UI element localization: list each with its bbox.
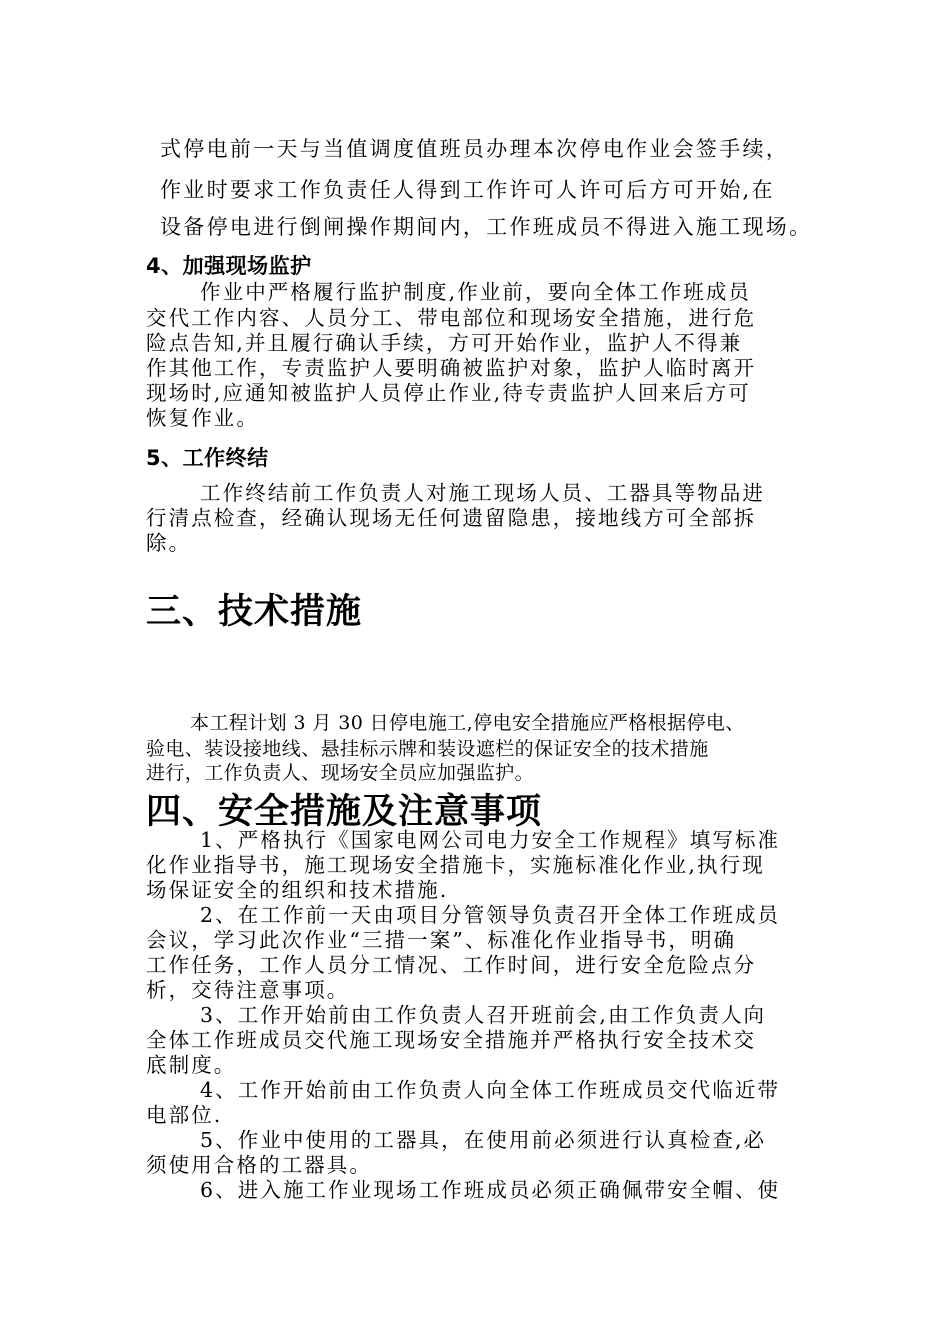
section-4-line: 作其他工作，专责监护人要明确被监护对象，监护人临时离开: [146, 356, 757, 380]
safety-measures-heading: 四、安全措施及注意事项: [146, 791, 543, 832]
safety-measures-line: 5、作业中使用的工器具，在使用前必须进行认真检查,必: [200, 1128, 767, 1152]
technical-measures-heading: 三、技术措施: [146, 591, 363, 632]
section-4-line: 作业中严格履行监护制度,作业前，要向全体工作班成员: [200, 280, 752, 304]
section-4-line: 险点告知,并且履行确认手续，方可开始作业，监护人不得兼: [146, 331, 743, 355]
section-5-line: 除。: [146, 531, 192, 555]
safety-measures-line: 会议，学习此次作业“三措一案”、标准化作业指导书，明确: [146, 928, 737, 952]
technical-measures-line: 进行，工作负责人、现场安全员应加强监护。: [146, 762, 535, 784]
technical-measures-line: 本工程计划 3 月 30 日停电施工,停电安全措施应严格根据停电、: [190, 712, 745, 734]
section-4-heading: 4、加强现场监护: [146, 254, 312, 278]
intro-line: 设备停电进行倒闸操作期间内，工作班成员不得进入施工现场。: [160, 215, 813, 239]
safety-measures-line: 6、进入施工作业现场工作班成员必须正确佩带安全帽、使: [200, 1178, 781, 1202]
safety-measures-line: 析，交待注意事项。: [146, 978, 350, 1002]
section-4-line: 交代工作内容、人员分工、带电部位和现场安全措施，进行危: [146, 306, 757, 330]
safety-measures-line: 4、工作开始前由工作负责人向全体工作班成员交代临近带: [200, 1078, 781, 1102]
safety-measures-line: 1、严格执行《国家电网公司电力安全工作规程》填写标准: [200, 828, 781, 852]
safety-measures-line: 3、工作开始前由工作负责人召开班前会,由工作负责人向: [200, 1003, 767, 1027]
technical-measures-line: 验电、装设接地线、悬挂标示牌和装设遮栏的保证安全的技术措施: [146, 738, 709, 760]
intro-line: 作业时要求工作负责任人得到工作许可人许可后方可开始,在: [160, 178, 775, 202]
safety-measures-line: 化作业指导书，施工现场安全措施卡，实施标准化作业,执行现: [146, 853, 765, 877]
section-5-heading: 5、工作终结: [146, 446, 269, 470]
section-5-line: 工作终结前工作负责人对施工现场人员、工器具等物品进: [200, 481, 765, 505]
safety-measures-line: 工作任务，工作人员分工情况、工作时间，进行安全危险点分: [146, 953, 757, 977]
section-4-line: 现场时,应通知被监护人员停止作业,待专责监护人回来后方可: [146, 381, 751, 405]
section-5-line: 行清点检查，经确认现场无任何遗留隐患，接地线方可全部拆: [146, 506, 757, 530]
section-4-line: 恢复作业。: [146, 406, 259, 430]
safety-measures-line: 场保证安全的组织和技术措施.: [146, 878, 449, 902]
safety-measures-line: 全体工作班成员交代施工现场安全措施并严格执行安全技术交: [146, 1028, 757, 1052]
safety-measures-line: 底制度。: [146, 1053, 237, 1077]
intro-line: 式停电前一天与当值调度值班员办理本次停电作业会签手续，: [160, 137, 790, 161]
safety-measures-line: 须使用合格的工器具。: [146, 1153, 372, 1177]
safety-measures-line: 2、在工作前一天由项目分管领导负责召开全体工作班成员: [200, 903, 781, 927]
safety-measures-line: 电部位.: [146, 1103, 223, 1127]
